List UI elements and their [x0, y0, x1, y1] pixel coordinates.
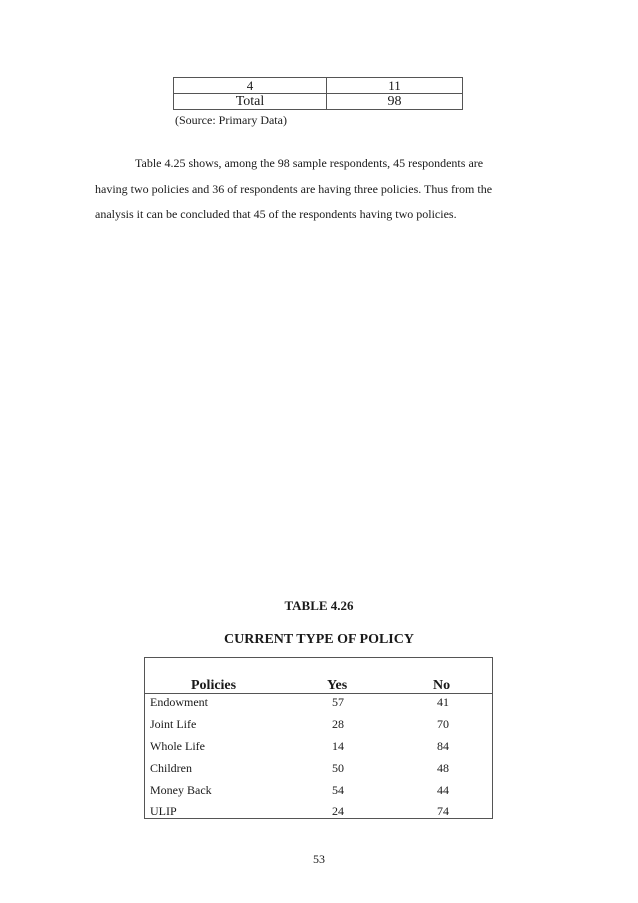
- table-row: [145, 695, 492, 710]
- policy-name: Money Back: [150, 783, 212, 797]
- no-value: 84: [437, 739, 449, 753]
- yes-value: 14: [332, 739, 344, 753]
- table-row-total: [174, 94, 463, 110]
- policy-name: ULIP: [150, 804, 177, 818]
- yes-value: 24: [332, 804, 344, 818]
- table-row: [145, 739, 492, 754]
- no-value: 74: [437, 804, 449, 818]
- table-cell-label: Total: [174, 94, 327, 110]
- policy-name: Whole Life: [150, 739, 205, 753]
- no-value: 70: [437, 717, 449, 731]
- paragraph-line: [95, 156, 535, 171]
- header-divider: [145, 693, 492, 694]
- paragraph-text: Table 4.25 shows, among the 98 sample respondents, 45 respondents are: [135, 156, 484, 170]
- table-row: [145, 717, 492, 732]
- no-value: 48: [437, 761, 449, 775]
- table-row: [145, 761, 492, 776]
- policy-table: [144, 657, 493, 819]
- policy-name: Children: [150, 761, 192, 775]
- yes-value: 50: [332, 761, 344, 775]
- table-row: [145, 783, 492, 798]
- no-value: 41: [437, 695, 449, 709]
- policy-name: Endowment: [150, 695, 208, 709]
- yes-value: 28: [332, 717, 344, 731]
- column-header-yes: Yes: [327, 678, 348, 693]
- table-row: [174, 78, 463, 94]
- table-cell-value: 98: [327, 94, 463, 110]
- table-row: [145, 804, 492, 819]
- column-header-no: No: [433, 678, 451, 693]
- table-title: CURRENT TYPE OF POLICY: [224, 632, 414, 647]
- column-header-policies: Policies: [191, 678, 237, 693]
- table-cell-label: 4: [174, 78, 327, 94]
- paragraph-line: having two policies and 36 of respondents are having three policies. Thus from the: [95, 182, 493, 196]
- policy-name: Joint Life: [150, 717, 197, 731]
- table-number: TABLE 4.26: [284, 598, 354, 613]
- yes-value: 54: [332, 783, 344, 797]
- yes-value: 57: [332, 695, 344, 709]
- page-number: 53: [313, 852, 325, 866]
- source-note: (Source: Primary Data): [175, 113, 287, 127]
- paragraph-line: analysis it can be concluded that 45 of the respondents having two policies.: [95, 207, 457, 221]
- table-cell-value: 11: [327, 78, 463, 94]
- no-value: 44: [437, 783, 449, 797]
- continuation-table: [173, 77, 463, 110]
